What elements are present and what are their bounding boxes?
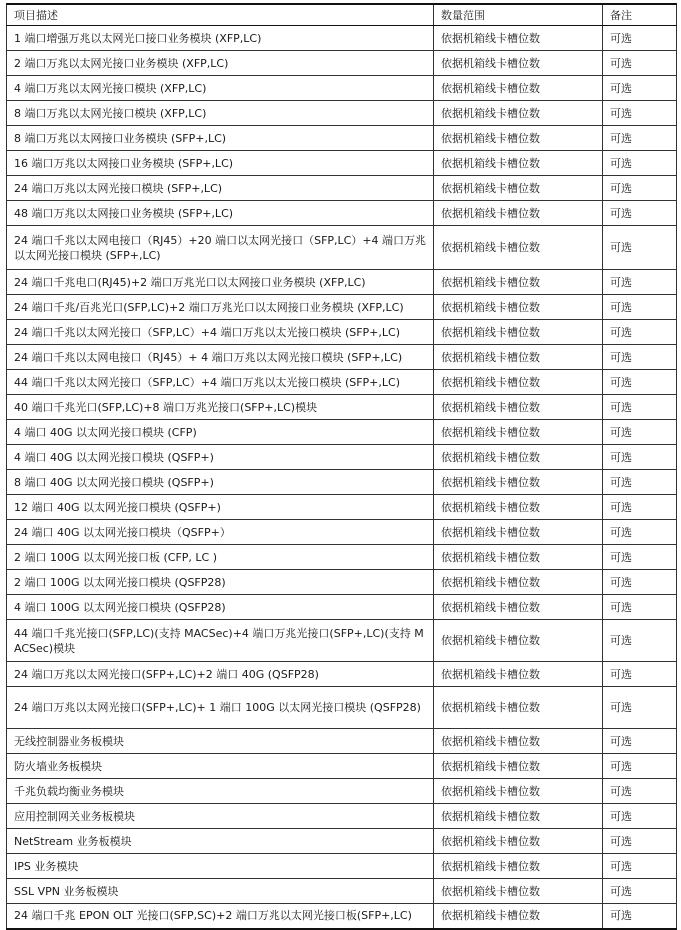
remark: 可选 [603, 545, 677, 570]
table-row [7, 620, 677, 662]
quantity-range: 依据机箱线卡槽位数 [434, 51, 603, 76]
quantity-range: 依据机箱线卡槽位数 [434, 729, 603, 754]
table-row [7, 26, 677, 51]
item-description: 无线控制器业务板模块 [7, 729, 434, 754]
item-description: 24 端口千兆以太网光接口（SFP,LC）+4 端口万兆以太光接口模块 (SFP+,LC) [7, 320, 434, 345]
item-description: 24 端口千兆/百兆光口(SFP,LC)+2 端口万兆光口以太网接口业务模块 (XFP,LC) [7, 295, 434, 320]
table-row [7, 687, 677, 729]
item-description: 40 端口千兆光口(SFP,LC)+8 端口万兆光接口(SFP+,LC)模块 [7, 395, 434, 420]
quantity-range: 依据机箱线卡槽位数 [434, 226, 603, 270]
quantity-range: 依据机箱线卡槽位数 [434, 545, 603, 570]
quantity-range: 依据机箱线卡槽位数 [434, 126, 603, 151]
table-row [7, 226, 677, 270]
header-item-description: 项目描述 [7, 4, 434, 26]
table-row [7, 470, 677, 495]
item-description: IPS 业务模块 [7, 854, 434, 879]
quantity-range: 依据机箱线卡槽位数 [434, 804, 603, 829]
item-description: NetStream 业务板模块 [7, 829, 434, 854]
item-description: 44 端口千兆光接口(SFP,LC)(支持 MACSec)+4 端口万兆光接口(SFP+,LC)(支持 MACSec)模块 [7, 620, 434, 662]
quantity-range: 依据机箱线卡槽位数 [434, 201, 603, 226]
table-header [7, 4, 677, 26]
item-description: 24 端口千兆电口(RJ45)+2 端口万兆光口以太网接口业务模块 (XFP,LC) [7, 270, 434, 295]
table-row [7, 295, 677, 320]
remark: 可选 [603, 495, 677, 520]
module-spec-table [6, 3, 677, 930]
quantity-range: 依据机箱线卡槽位数 [434, 495, 603, 520]
item-description: 8 端口万兆以太网光接口模块 (XFP,LC) [7, 101, 434, 126]
remark: 可选 [603, 804, 677, 829]
item-description: SSL VPN 业务板模块 [7, 879, 434, 904]
remark: 可选 [603, 270, 677, 295]
quantity-range: 依据机箱线卡槽位数 [434, 470, 603, 495]
quantity-range: 依据机箱线卡槽位数 [434, 662, 603, 687]
table-row [7, 176, 677, 201]
item-description: 24 端口千兆以太网电接口（RJ45）+20 端口以太网光接口（SFP,LC）+4 端口万兆以太网光接口模块 (SFP+,LC) [7, 226, 434, 270]
remark: 可选 [603, 729, 677, 754]
quantity-range: 依据机箱线卡槽位数 [434, 26, 603, 51]
quantity-range: 依据机箱线卡槽位数 [434, 829, 603, 854]
item-description: 12 端口 40G 以太网光接口模块 (QSFP+) [7, 495, 434, 520]
quantity-range: 依据机箱线卡槽位数 [434, 151, 603, 176]
table-row [7, 101, 677, 126]
remark: 可选 [603, 295, 677, 320]
item-description: 4 端口 40G 以太网光接口模块 (QSFP+) [7, 445, 434, 470]
remark: 可选 [603, 395, 677, 420]
item-description: 16 端口万兆以太网接口业务模块 (SFP+,LC) [7, 151, 434, 176]
table-row [7, 201, 677, 226]
quantity-range: 依据机箱线卡槽位数 [434, 76, 603, 101]
item-description: 24 端口千兆以太网电接口（RJ45）+ 4 端口万兆以太网光接口模块 (SFP+,LC) [7, 345, 434, 370]
table-row [7, 570, 677, 595]
quantity-range: 依据机箱线卡槽位数 [434, 395, 603, 420]
remark: 可选 [603, 126, 677, 151]
table-row [7, 595, 677, 620]
item-description: 2 端口 100G 以太网光接口模块 (QSFP28) [7, 570, 434, 595]
item-description: 防火墙业务板模块 [7, 754, 434, 779]
quantity-range: 依据机箱线卡槽位数 [434, 101, 603, 126]
quantity-range: 依据机箱线卡槽位数 [434, 595, 603, 620]
quantity-range: 依据机箱线卡槽位数 [434, 295, 603, 320]
table-row [7, 662, 677, 687]
remark: 可选 [603, 754, 677, 779]
remark: 可选 [603, 420, 677, 445]
table-row [7, 370, 677, 395]
header-remarks: 备注 [603, 4, 677, 26]
remark: 可选 [603, 470, 677, 495]
item-description: 4 端口万兆以太网光接口模块 (XFP,LC) [7, 76, 434, 101]
remark: 可选 [603, 26, 677, 51]
table-row [7, 420, 677, 445]
quantity-range: 依据机箱线卡槽位数 [434, 879, 603, 904]
table-row [7, 779, 677, 804]
table-row [7, 804, 677, 829]
table-row [7, 270, 677, 295]
table-row [7, 854, 677, 879]
table-row [7, 754, 677, 779]
table-row [7, 51, 677, 76]
table-row [7, 904, 677, 929]
remark: 可选 [603, 176, 677, 201]
table-row [7, 345, 677, 370]
remark: 可选 [603, 51, 677, 76]
remark: 可选 [603, 904, 677, 929]
remark: 可选 [603, 662, 677, 687]
item-description: 2 端口万兆以太网光接口业务模块 (XFP,LC) [7, 51, 434, 76]
remark: 可选 [603, 76, 677, 101]
remark: 可选 [603, 779, 677, 804]
table-row [7, 395, 677, 420]
quantity-range: 依据机箱线卡槽位数 [434, 345, 603, 370]
quantity-range: 依据机箱线卡槽位数 [434, 687, 603, 729]
item-description: 24 端口万兆以太网光接口(SFP+,LC)+ 1 端口 100G 以太网光接口模块 (QSFP28) [7, 687, 434, 729]
quantity-range: 依据机箱线卡槽位数 [434, 904, 603, 929]
quantity-range: 依据机箱线卡槽位数 [434, 270, 603, 295]
quantity-range: 依据机箱线卡槽位数 [434, 445, 603, 470]
remark: 可选 [603, 829, 677, 854]
item-description: 48 端口万兆以太网接口业务模块 (SFP+,LC) [7, 201, 434, 226]
table-row [7, 829, 677, 854]
table-row [7, 151, 677, 176]
quantity-range: 依据机箱线卡槽位数 [434, 779, 603, 804]
table-row [7, 545, 677, 570]
quantity-range: 依据机箱线卡槽位数 [434, 754, 603, 779]
table-body [7, 26, 677, 929]
quantity-range: 依据机箱线卡槽位数 [434, 420, 603, 445]
table-row [7, 879, 677, 904]
table-row [7, 126, 677, 151]
quantity-range: 依据机箱线卡槽位数 [434, 854, 603, 879]
header-row [7, 4, 677, 26]
item-description: 4 端口 40G 以太网光接口模块 (CFP) [7, 420, 434, 445]
quantity-range: 依据机箱线卡槽位数 [434, 176, 603, 201]
remark: 可选 [603, 320, 677, 345]
item-description: 8 端口 40G 以太网光接口模块 (QSFP+) [7, 470, 434, 495]
table-row [7, 320, 677, 345]
remark: 可选 [603, 620, 677, 662]
table-row [7, 520, 677, 545]
item-description: 44 端口千兆以太网光接口（SFP,LC）+4 端口万兆以太光接口模块 (SFP+,LC) [7, 370, 434, 395]
item-description: 24 端口万兆以太网光接口(SFP+,LC)+2 端口 40G (QSFP28) [7, 662, 434, 687]
table-row [7, 495, 677, 520]
remark: 可选 [603, 570, 677, 595]
remark: 可选 [603, 201, 677, 226]
quantity-range: 依据机箱线卡槽位数 [434, 320, 603, 345]
item-description: 24 端口万兆以太网光接口模块 (SFP+,LC) [7, 176, 434, 201]
remark: 可选 [603, 854, 677, 879]
table-row [7, 445, 677, 470]
item-description: 4 端口 100G 以太网光接口模块 (QSFP28) [7, 595, 434, 620]
quantity-range: 依据机箱线卡槽位数 [434, 620, 603, 662]
item-description: 2 端口 100G 以太网光接口板 (CFP, LC ) [7, 545, 434, 570]
item-description: 应用控制网关业务板模块 [7, 804, 434, 829]
item-description: 千兆负载均衡业务模块 [7, 779, 434, 804]
remark: 可选 [603, 879, 677, 904]
quantity-range: 依据机箱线卡槽位数 [434, 370, 603, 395]
remark: 可选 [603, 345, 677, 370]
remark: 可选 [603, 151, 677, 176]
table-row [7, 729, 677, 754]
remark: 可选 [603, 101, 677, 126]
quantity-range: 依据机箱线卡槽位数 [434, 520, 603, 545]
item-description: 1 端口增强万兆以太网光口接口业务模块 (XFP,LC) [7, 26, 434, 51]
table-row [7, 76, 677, 101]
item-description: 8 端口万兆以太网接口业务模块 (SFP+,LC) [7, 126, 434, 151]
item-description: 24 端口 40G 以太网光接口模块（QSFP+） [7, 520, 434, 545]
remark: 可选 [603, 520, 677, 545]
remark: 可选 [603, 687, 677, 729]
remark: 可选 [603, 370, 677, 395]
remark: 可选 [603, 226, 677, 270]
remark: 可选 [603, 595, 677, 620]
header-quantity-range: 数量范围 [434, 4, 603, 26]
item-description: 24 端口千兆 EPON OLT 光接口(SFP,SC)+2 端口万兆以太网光接口板(SFP+,LC) [7, 904, 434, 929]
quantity-range: 依据机箱线卡槽位数 [434, 570, 603, 595]
remark: 可选 [603, 445, 677, 470]
